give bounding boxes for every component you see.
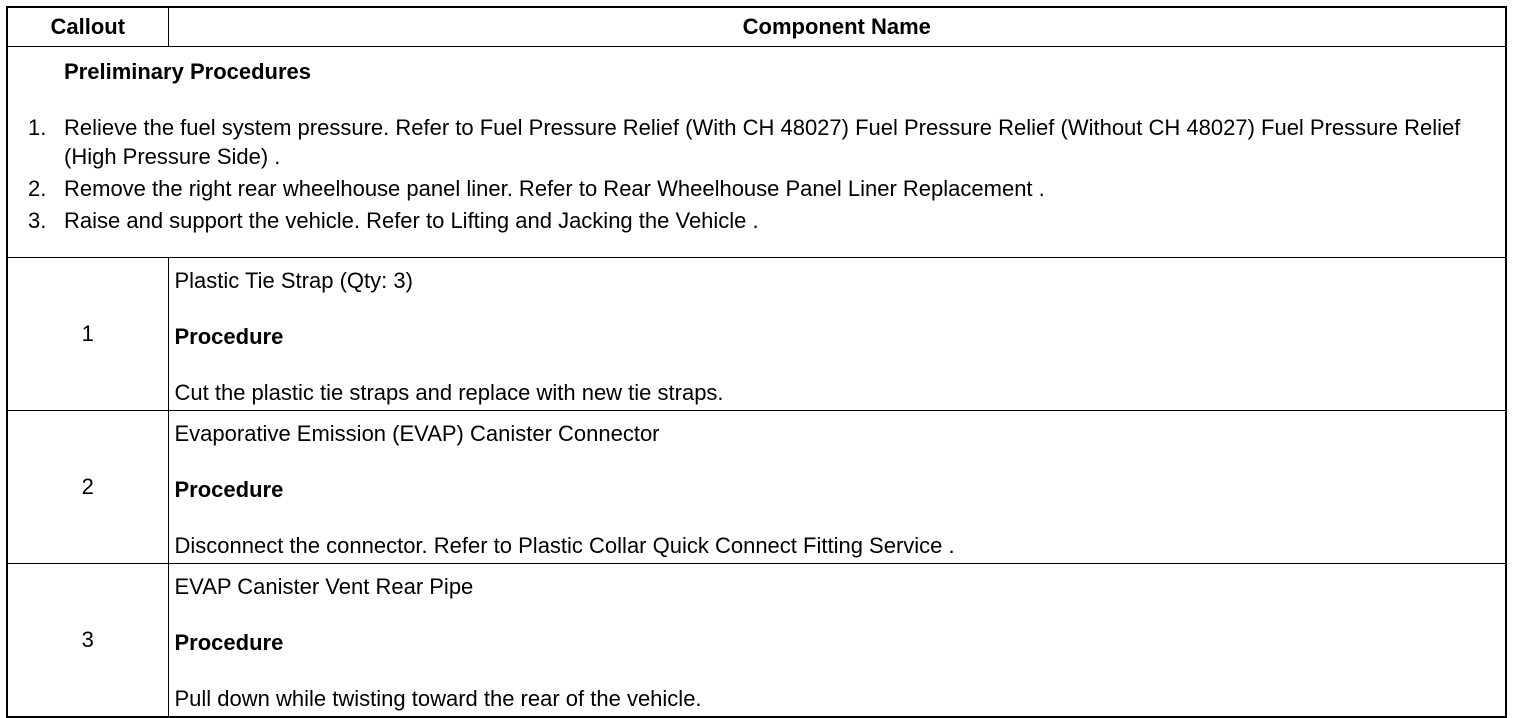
component-name: Evaporative Emission (EVAP) Canister Connector	[174, 421, 660, 446]
table-row	[7, 564, 1506, 718]
procedure-text: Pull down while twisting toward the rear of the vehicle.	[174, 686, 702, 711]
preliminary-steps-list	[8, 113, 1505, 235]
component-name-header: Component Name	[168, 7, 1506, 47]
preliminary-step	[8, 174, 1505, 203]
preliminary-step	[8, 113, 1505, 171]
callout-header: Callout	[7, 7, 168, 47]
procedure-text: Disconnect the connector. Refer to Plastic Collar Quick Connect Fitting Service .	[174, 533, 955, 558]
callout-number: 2	[7, 411, 168, 564]
table-row	[7, 411, 1506, 564]
step-number: 2.	[28, 176, 47, 201]
procedure-text: Cut the plastic tie straps and replace with new tie straps.	[174, 380, 724, 405]
step-text: Relieve the fuel system pressure. Refer to Fuel Pressure Relief (With CH 48027) Fuel Pressure Relief (Without CH 48027) Fuel Pressure Relief (High Pressure Side) .	[64, 115, 1461, 169]
component-name: EVAP Canister Vent Rear Pipe	[174, 574, 474, 599]
step-number: 3.	[28, 208, 47, 233]
preliminary-row	[7, 47, 1506, 258]
component-name: Plastic Tie Strap (Qty: 3)	[174, 268, 413, 293]
callout-number: 3	[7, 564, 168, 718]
table-header-row	[7, 7, 1506, 47]
step-text: Remove the right rear wheelhouse panel liner. Refer to Rear Wheelhouse Panel Liner Replacement .	[64, 176, 1045, 201]
procedure-label: Procedure	[174, 324, 284, 349]
preliminary-step	[8, 206, 1505, 235]
preliminary-procedures-cell	[7, 47, 1506, 258]
step-text: Raise and support the vehicle. Refer to Lifting and Jacking the Vehicle .	[64, 208, 759, 233]
procedure-table	[6, 6, 1507, 718]
component-cell	[168, 258, 1506, 411]
step-number: 1.	[28, 115, 47, 140]
procedure-label: Procedure	[174, 477, 284, 502]
component-cell	[168, 564, 1506, 718]
component-cell	[168, 411, 1506, 564]
procedure-label: Procedure	[174, 630, 284, 655]
preliminary-procedures-title: Preliminary Procedures	[64, 59, 312, 84]
callout-number: 1	[7, 258, 168, 411]
table-row	[7, 258, 1506, 411]
